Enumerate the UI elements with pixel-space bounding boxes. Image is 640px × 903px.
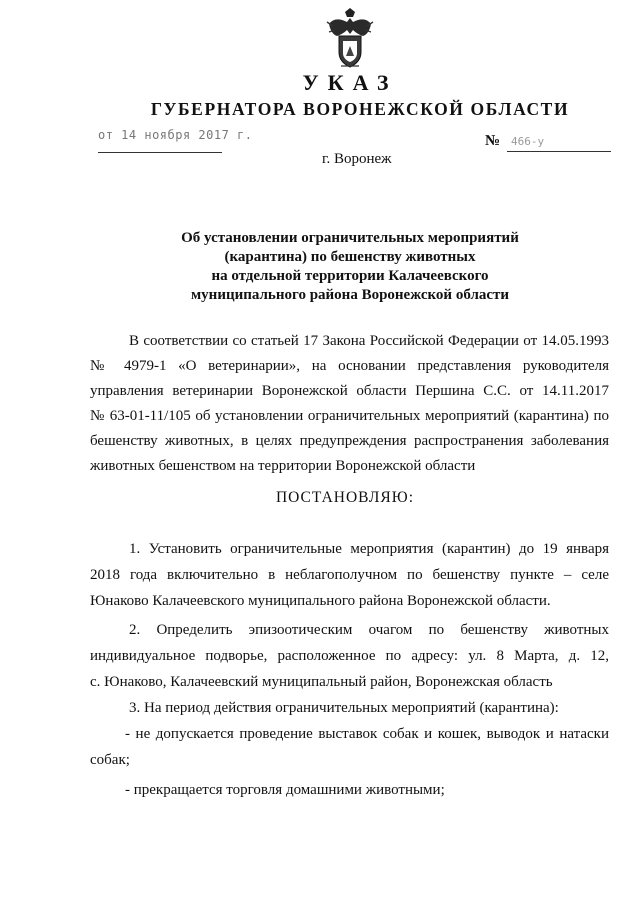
item-1-line: Юнаково Калачеевского муниципального района Воронежской области.: [90, 593, 551, 609]
item-bullet-line: - не допускается проведение выставок собак и кошек, выводок и натаски: [125, 726, 609, 742]
date-field: [98, 128, 253, 153]
date-value: от 14 ноября 2017 г.: [98, 128, 253, 142]
document-number: [485, 133, 613, 153]
coat-of-arms-icon: [325, 8, 375, 70]
item-bullet-line: - прекращается торговля домашними животными;: [125, 782, 445, 798]
item-2-line: с. Юнаково, Калачеевский муниципальный район, Воронежская область: [90, 674, 553, 690]
number-label: №: [485, 133, 501, 149]
item-2-line: индивидуальное подворье, расположенное по адресу: ул. 8 Марта, д. 12,: [90, 648, 609, 664]
number-line: [507, 135, 611, 152]
item-1-line: 1. Установить ограничительные мероприятия (карантин) до 19 января: [129, 541, 609, 557]
preamble-line: бешенству животных, в целях предупреждения распространения заболевания: [90, 433, 609, 449]
city: г. Воронеж: [322, 151, 392, 167]
document-title: УКАЗ: [302, 70, 398, 95]
subject-line: на отдельной территории Калачеевского: [211, 268, 489, 284]
item-1-line: 2018 года включительно в неблагополучном по бешенству пункте – селе: [90, 567, 609, 583]
item-3-line: 3. На период действия ограничительных мероприятий (карантина):: [129, 700, 559, 716]
item-bullet-line: собак;: [90, 752, 130, 768]
preamble-line: № 63-01-11/105 об установлении ограничительных мероприятий (карантина) по: [90, 408, 609, 424]
preamble-line: животных бешенством на территории Воронежской области: [90, 458, 476, 474]
number-value: 466-у: [511, 135, 545, 148]
decree-subject: [150, 229, 550, 305]
subject-line: муниципального района Воронежской области: [190, 287, 510, 303]
preamble-line: № 4979-1 «О ветеринарии», на основании представления руководителя: [90, 358, 609, 374]
document-subtitle: ГУБЕРНАТОРА ВОРОНЕЖСКОЙ ОБЛАСТИ: [150, 99, 570, 119]
subject-line: (карантина) по бешенству животных: [224, 249, 476, 265]
preamble-line: В соответствии со статьей 17 Закона Российской Федерации от 14.05.1993: [129, 333, 609, 349]
decree-word: ПОСТАНОВЛЯЮ:: [275, 489, 415, 506]
item-2-line: 2. Определить эпизоотическим очагом по бешенству животных: [129, 622, 609, 638]
preamble-line: управления ветеринарии Воронежской области Першина С.С. от 14.11.2017: [90, 383, 609, 399]
subject-line: Об установлении ограничительных мероприятий: [181, 230, 519, 246]
